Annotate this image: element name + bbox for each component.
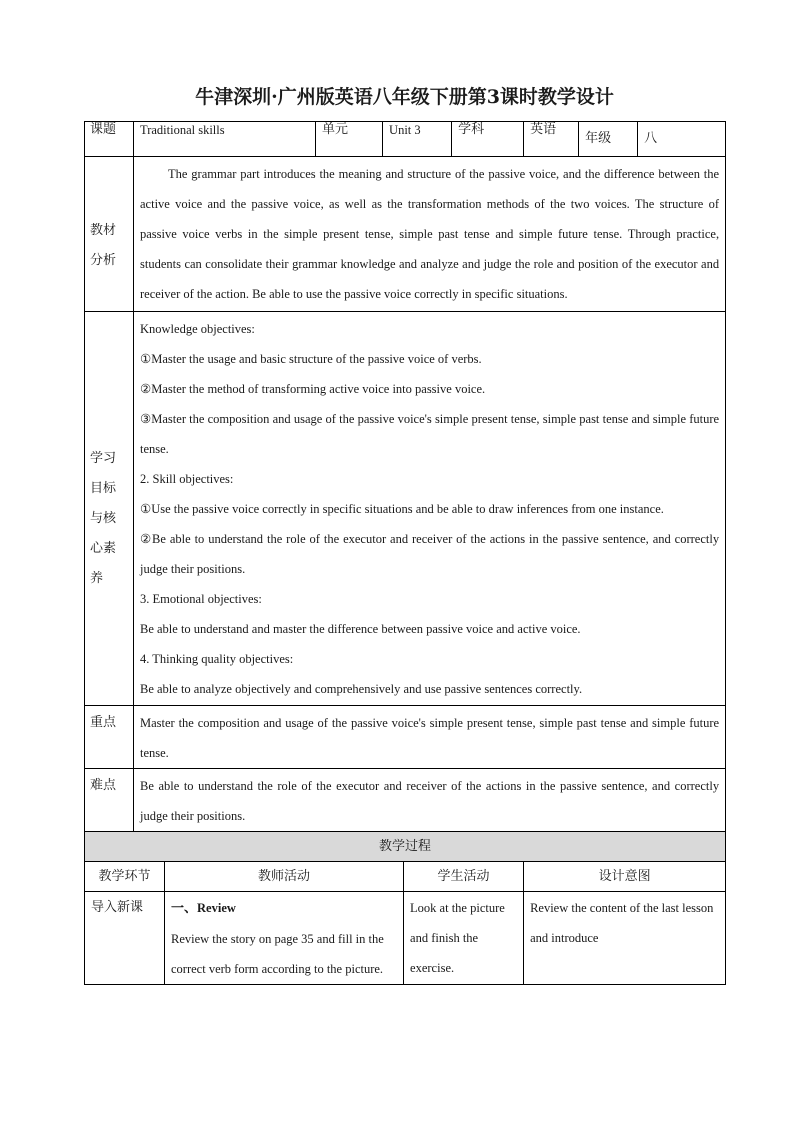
objectives-label-line: 心素	[90, 541, 117, 556]
process-column-header-row	[85, 862, 726, 892]
objectives-row	[85, 312, 726, 706]
subject-label: 学科	[452, 122, 524, 157]
difficult-point-text: Be able to understand the role of the executor and receiver of the actions in the passive sentence, and correctly judge their positions.	[134, 769, 726, 832]
objective-line: ①Master the usage and basic structure of the passive voice of verbs.	[140, 352, 482, 366]
key-point-label: 重点	[85, 706, 134, 769]
objectives-label-line: 学习	[90, 451, 117, 466]
subject-value: 英语	[524, 122, 579, 157]
page-title: 牛津深圳·广州版英语八年级下册第3课时教学设计	[195, 86, 614, 108]
design-intent-text: Review the content of the last lesson and introduce	[524, 892, 726, 985]
objective-line: 3. Emotional objectives:	[140, 592, 262, 606]
objective-line: Be able to analyze objectively and comprehensively and use passive sentences correctly.	[140, 682, 583, 696]
objective-line: ②Master the method of transforming active voice into passive voice.	[140, 382, 486, 396]
teacher-activity-text: Review the story on page 35 and fill in the correct verb form according to the picture.	[171, 932, 384, 976]
objective-line: ③Master the composition and usage of the passive voice's simple present tense, simple past tense and simple future tense.	[140, 412, 720, 456]
lesson-plan-table	[84, 121, 726, 985]
objective-line: 2. Skill objectives:	[140, 472, 234, 486]
objective-line: ①Use the passive voice correctly in specific situations and be able to draw inferences from one instance.	[140, 502, 664, 516]
material-analysis-row	[85, 157, 726, 312]
material-label-line2: 分析	[90, 253, 117, 268]
col-step-header: 教学环节	[85, 862, 165, 892]
difficult-point-label: 难点	[85, 769, 134, 832]
topic-value: Traditional skills	[134, 122, 316, 157]
col-teacher-header: 教师活动	[165, 862, 404, 892]
process-step: 导入新课	[85, 892, 165, 985]
process-heading: 教学过程	[85, 832, 726, 862]
key-point-text: Master the composition and usage of the passive voice's simple present tense, simple past tense and simple future tense.	[134, 706, 726, 769]
difficult-point-row	[85, 769, 726, 832]
material-label-line1: 教材	[90, 223, 117, 238]
grade-value: 八	[644, 131, 658, 146]
process-heading-row	[85, 832, 726, 862]
student-activity-text: Look at the picture and finish the exercise.	[404, 892, 524, 985]
col-student-header: 学生活动	[404, 862, 524, 892]
topic-label: 课题	[85, 122, 134, 157]
objectives-label-line: 目标	[90, 481, 117, 496]
teacher-activity-heading: 一、Review	[171, 901, 236, 916]
unit-label: 单元	[316, 122, 383, 157]
objective-line: Knowledge objectives:	[140, 322, 255, 336]
header-row	[85, 122, 726, 157]
process-row	[85, 892, 726, 985]
key-point-row	[85, 706, 726, 769]
col-intent-header: 设计意图	[524, 862, 726, 892]
objective-line: Be able to understand and master the difference between passive voice and active voice.	[140, 622, 581, 636]
material-analysis-text: The grammar part introduces the meaning and structure of the passive voice, and the difference between the active voice and the passive voice, as well as the transformation methods of the two voices. The structure of passive voice verbs in the simple present tense, simple past tense and simple future tense. Through practice, students can consolidate their grammar knowledge and analyze and judge the role and position of the executor and receiver of the action. Be able to use the passive voice correctly in specific situations.	[134, 157, 726, 312]
objective-line: 4. Thinking quality objectives:	[140, 652, 294, 666]
objective-line: ②Be able to understand the role of the executor and receiver of the actions in the passive sentence, and correctly judge their positions.	[140, 532, 720, 576]
objectives-label-line: 与核	[90, 511, 117, 526]
grade-label: 年级	[579, 122, 638, 156]
objectives-label-line: 养	[90, 571, 104, 586]
unit-value: Unit 3	[383, 122, 452, 157]
